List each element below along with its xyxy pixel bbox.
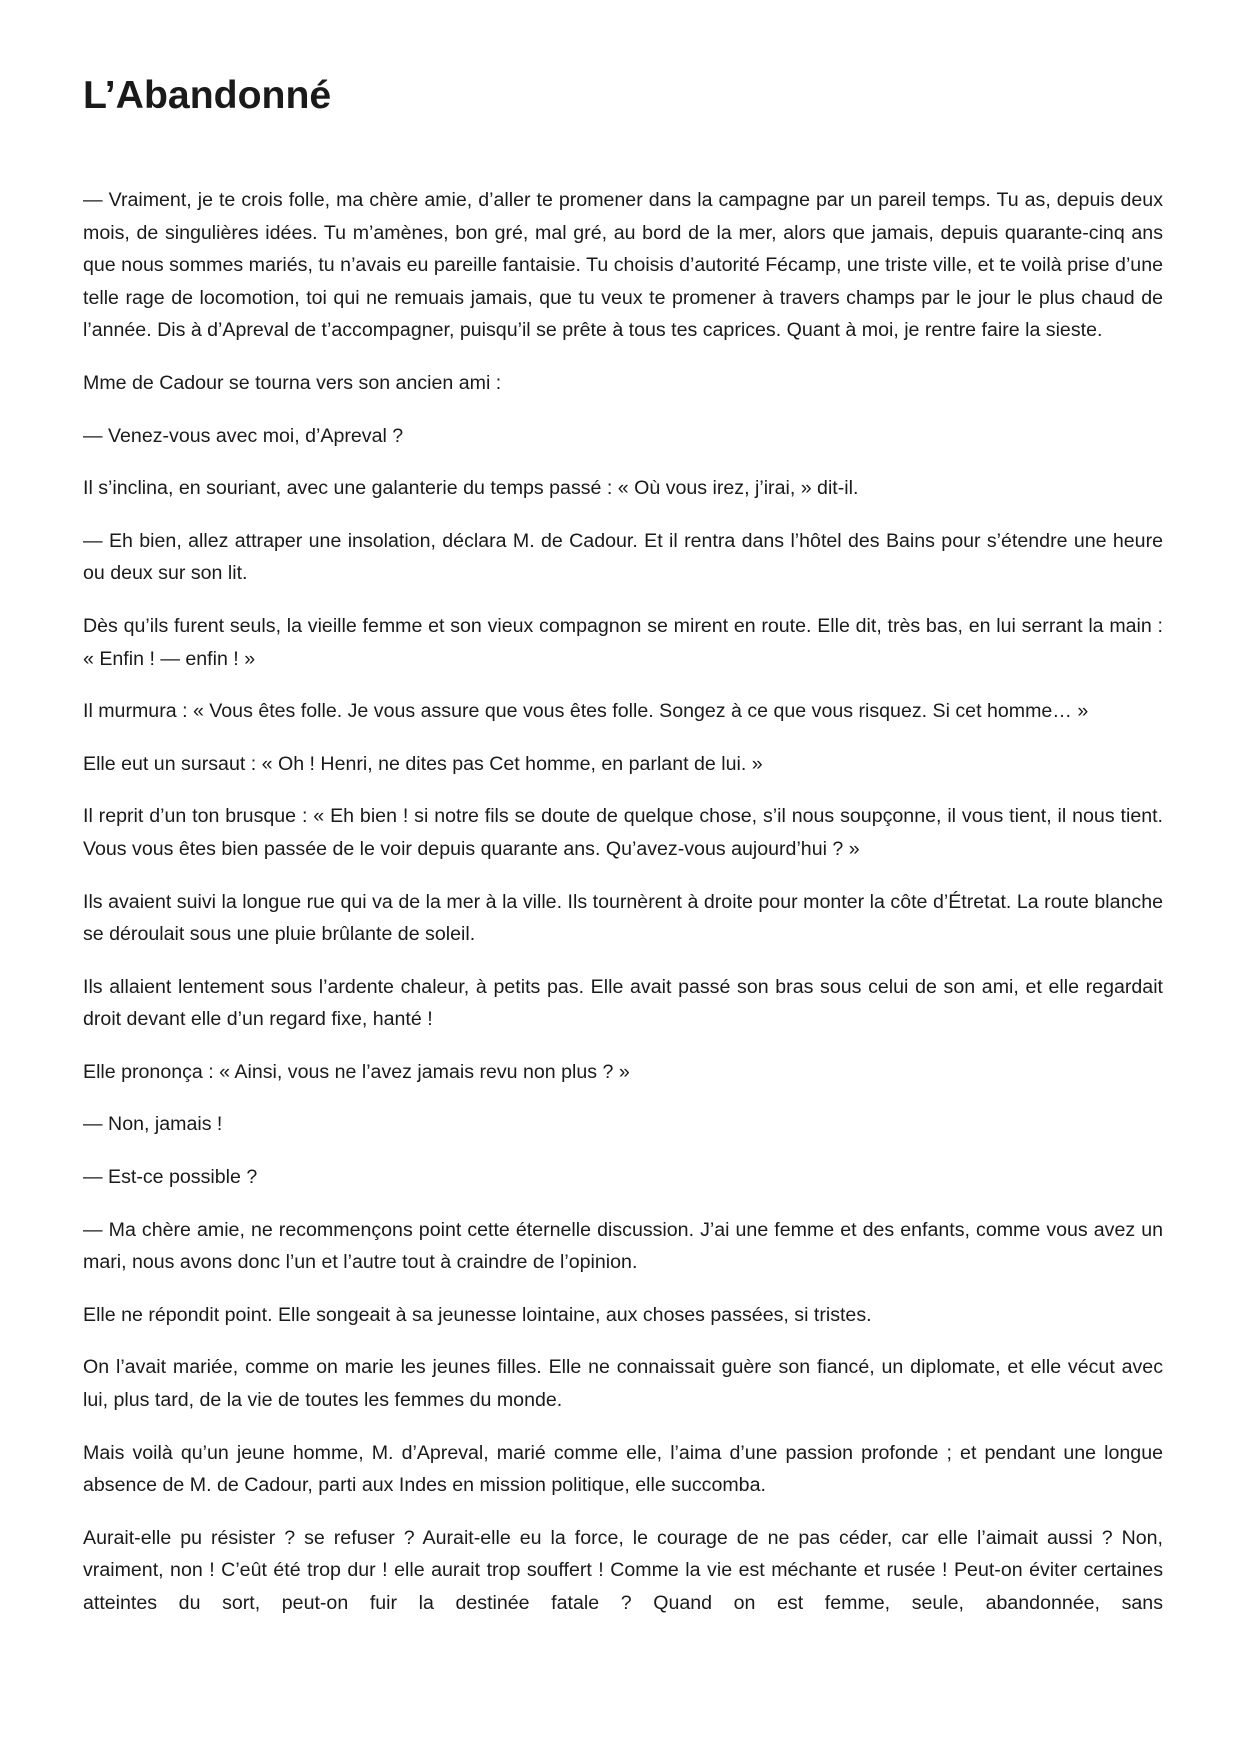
paragraph: Mme de Cadour se tourna vers son ancien ami : (83, 371, 502, 394)
paragraph: Il murmura : « Vous êtes folle. Je vous assure que vous êtes folle. Songez à ce que vous risquez. Si cet homme… » (83, 700, 1089, 723)
paragraph: — Eh bien, allez attraper une insolation, déclara M. de Cadour. Et il rentra dans l’hôtel des Bains pour s’étendre une heure ou deux sur son lit. (83, 529, 1163, 585)
paragraph: Elle eut un sursaut : « Oh ! Henri, ne dites pas Cet homme, en parlant de lui. » (83, 752, 763, 775)
document-page (83, 74, 1163, 1640)
paragraph: Il reprit d’un ton brusque : « Eh bien ! si notre fils se doute de quelque chose, s’il nous soupçonne, il vous tient, il nous tient. Vous vous êtes bien passée de le voir depuis quarante ans. Qu’avez-vous aujourd’hui ? » (83, 805, 1163, 860)
paragraph: — Vraiment, je te crois folle, ma chère amie, d’aller te promener dans la campagne par un pareil temps. Tu as, depuis deux mois, de singulières idées. Tu m’amènes, bon gré, mal gré, au bord de la mer, alors que jamais, depuis quarante-cinq ans que nous sommes mariés, tu n’avais eu pareille fantaisie. Tu choisis d’autorité Fécamp, une triste ville, et te voilà prise d’une telle rage de locomotion, toi qui ne remuais jamais, que tu veux te promener à travers champs par le jour le plus chaud de l’année. Dis à d’Apreval de t’accompagner, puisqu’il se prête à tous tes caprices. Quant à moi, je rentre faire la sieste. (83, 189, 1163, 342)
paragraph: Aurait-elle pu résister ? se refuser ? Aurait-elle eu la force, le courage de ne pas céder, car elle l’aimait aussi ? Non, vraiment, non ! C’eût été trop dur ! elle aurait trop souffert ! Comme la vie est méchante et rusée ! Peut-on éviter certaines atteintes du sort, peut-on fuir la destinée fatale ? Quand on est femme, seule, abandonnée, sans (83, 1526, 1163, 1614)
paragraph: Mais voilà qu’un jeune homme, M. d’Apreval, marié comme elle, l’aima d’une passion profonde ; et pendant une longue absence de M. de Cadour, parti aux Indes en mission politique, elle succomba. (83, 1441, 1163, 1497)
paragraph: — Ma chère amie, ne recommençons point cette éternelle discussion. J’ai une femme et des enfants, comme vous avez un mari, nous avons donc l’un et l’autre tout à craindre de l’opinion. (83, 1218, 1163, 1274)
paragraph: On l’avait mariée, comme on marie les jeunes filles. Elle ne connaissait guère son fiancé, un diplomate, et elle vécut avec lui, plus tard, de la vie de toutes les femmes du monde. (83, 1356, 1163, 1412)
paragraph: Ils avaient suivi la longue rue qui va de la mer à la ville. Ils tournèrent à droite pour monter la côte d’Étretat. La route blanche se déroulait sous une pluie brûlante de soleil. (83, 890, 1163, 946)
paragraph: — Est-ce possible ? (83, 1166, 258, 1189)
paragraph: Il s’inclina, en souriant, avec une galanterie du temps passé : « Où vous irez, j’irai, » dit-il. (83, 477, 859, 500)
paragraph: Dès qu’ils furent seuls, la vieille femme et son vieux compagnon se mirent en route. Elle dit, très bas, en lui serrant la main : « Enfin ! — enfin ! » (83, 614, 1163, 670)
paragraph: — Venez-vous avec moi, d’Apreval ? (83, 424, 404, 447)
paragraph: — Non, jamais ! (83, 1113, 223, 1136)
paragraph: Ils allaient lentement sous l’ardente chaleur, à petits pas. Elle avait passé son bras sous celui de son ami, et elle regardait droit devant elle d’un regard fixe, hanté ! (83, 975, 1163, 1031)
document-body (83, 184, 1163, 1620)
document-title: L’Abandonné (83, 74, 332, 117)
paragraph: Elle ne répondit point. Elle songeait à sa jeunesse lointaine, aux choses passées, si tristes. (83, 1303, 872, 1326)
paragraph: Elle prononça : « Ainsi, vous ne l’avez jamais revu non plus ? » (83, 1060, 630, 1083)
